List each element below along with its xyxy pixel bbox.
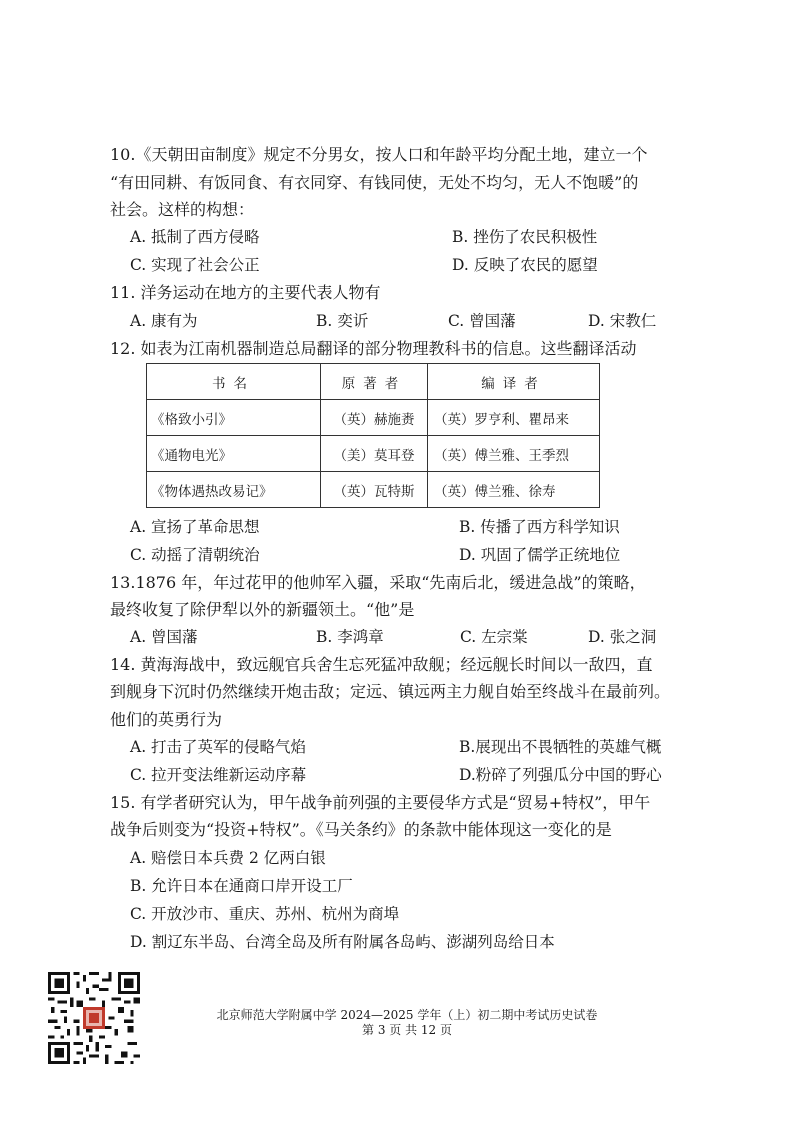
q10-option-a: A. 抵制了西方侵略 [130, 228, 260, 246]
q10-stem-line3: 社会。这样的构想： [110, 200, 255, 219]
table-cell-title: 《通物电光》 [147, 436, 321, 472]
q11-option-b: B. 奕䜣 [316, 312, 369, 330]
q10-stem-line2: “有田同耕、有饭同食、有衣同穿、有钱同使，无处不均匀，无人不饱暖”的 [110, 173, 639, 192]
q14-option-a: A. 打击了英军的侵略气焰 [130, 738, 307, 756]
q13-option-b: B. 李鸿章 [316, 628, 384, 646]
table-cell-translator: （英）罗亨利、瞿昂来 [428, 400, 600, 436]
table-row [147, 472, 600, 508]
q12-option-d: D. 巩固了儒学正统地位 [459, 546, 621, 564]
table-cell-author: （英）赫施赉 [321, 400, 428, 436]
q13-option-d: D. 张之洞 [588, 628, 657, 646]
table-cell-author: （英）瓦特斯 [321, 472, 428, 508]
q14-stem-line1: 14. 黄海海战中，致远舰官兵舍生忘死猛冲敌舰；经远舰长时间以一敌四，直 [110, 655, 653, 674]
table-cell-author: （美）莫耳登 [321, 436, 428, 472]
q11-option-d: D. 宋教仁 [588, 312, 657, 330]
footer-title: 北京师范大学附属中学 2024—2025 学年（上）初二期中考试历史试卷 [216, 1008, 598, 1022]
q11-option-c: C. 曾国藩 [448, 312, 516, 330]
q11-stem-line1: 11. 洋务运动在地方的主要代表人物有 [110, 283, 381, 302]
q12-option-c: C. 动摇了清朝统治 [130, 546, 260, 564]
q13-option-a: A. 曾国藩 [130, 628, 198, 646]
textbook-table [146, 363, 600, 508]
q12-stem-line1: 12. 如表为江南机器制造总局翻译的部分物理教科书的信息。这些翻译活动 [110, 339, 637, 358]
q14-stem-line3: 他们的英勇行为 [110, 710, 223, 729]
q15-option-c: C. 开放沙市、重庆、苏州、杭州为商埠 [130, 905, 400, 923]
table-header-cell: 书名 [147, 364, 321, 400]
table-row [147, 436, 600, 472]
footer-page-number: 第 3 页 共 12 页 [362, 1023, 452, 1037]
q14-option-c: C. 拉开变法维新运动序幕 [130, 766, 307, 784]
q15-option-a: A. 赔偿日本兵费 2 亿两白银 [130, 849, 326, 867]
table-cell-translator: （英）傅兰雅、王季烈 [428, 436, 600, 472]
table-cell-title: 《物体遇热改易记》 [147, 472, 321, 508]
q15-option-d: D. 割辽东半岛、台湾全岛及所有附属各岛屿、澎湖列岛给日本 [130, 933, 555, 951]
q14-option-d: D.粉碎了列强瓜分中国的野心 [459, 766, 662, 784]
q12-option-a: A. 宣扬了革命思想 [130, 518, 260, 536]
q10-option-d: D. 反映了农民的愿望 [452, 256, 598, 274]
qr-code-icon [48, 972, 140, 1064]
table-header-cell: 编译者 [428, 364, 600, 400]
q14-option-b: B.展现出不畏牺牲的英雄气概 [459, 738, 662, 756]
q15-stem-line2: 战争后则变为“投资+特权”。《马关条约》的条款中能体现这一变化的是 [110, 820, 612, 839]
q13-stem-line1: 13.1876 年，年过花甲的他帅军入疆，采取“先南后北，缓进急战”的策略， [110, 573, 646, 592]
table-header-row [147, 364, 600, 400]
q11-option-a: A. 康有为 [130, 312, 198, 330]
table-cell-translator: （英）傅兰雅、徐寿 [428, 472, 600, 508]
q12-option-b: B. 传播了西方科学知识 [459, 518, 620, 536]
q15-option-b: B. 允许日本在通商口岸开设工厂 [130, 877, 353, 895]
q10-option-c: C. 实现了社会公正 [130, 256, 260, 274]
q13-stem-line2: 最终收复了除伊犁以外的新疆领土。“他”是 [110, 600, 415, 619]
table-header-cell: 原著者 [321, 364, 428, 400]
table-cell-title: 《格致小引》 [147, 400, 321, 436]
q10-stem-line1: 10.《天朝田亩制度》规定不分男女，按人口和年龄平均分配土地，建立一个 [110, 145, 648, 164]
q14-stem-line2: 到舰身下沉时仍然继续开炮击敌；定远、镇远两主力舰自始至终战斗在最前列。 [110, 682, 671, 701]
q13-option-c: C. 左宗棠 [460, 628, 528, 646]
table-row [147, 400, 600, 436]
q15-stem-line1: 15. 有学者研究认为，甲午战争前列强的主要侵华方式是“贸易+特权”，甲午 [110, 793, 651, 812]
q10-option-b: B. 挫伤了农民积极性 [452, 228, 598, 246]
